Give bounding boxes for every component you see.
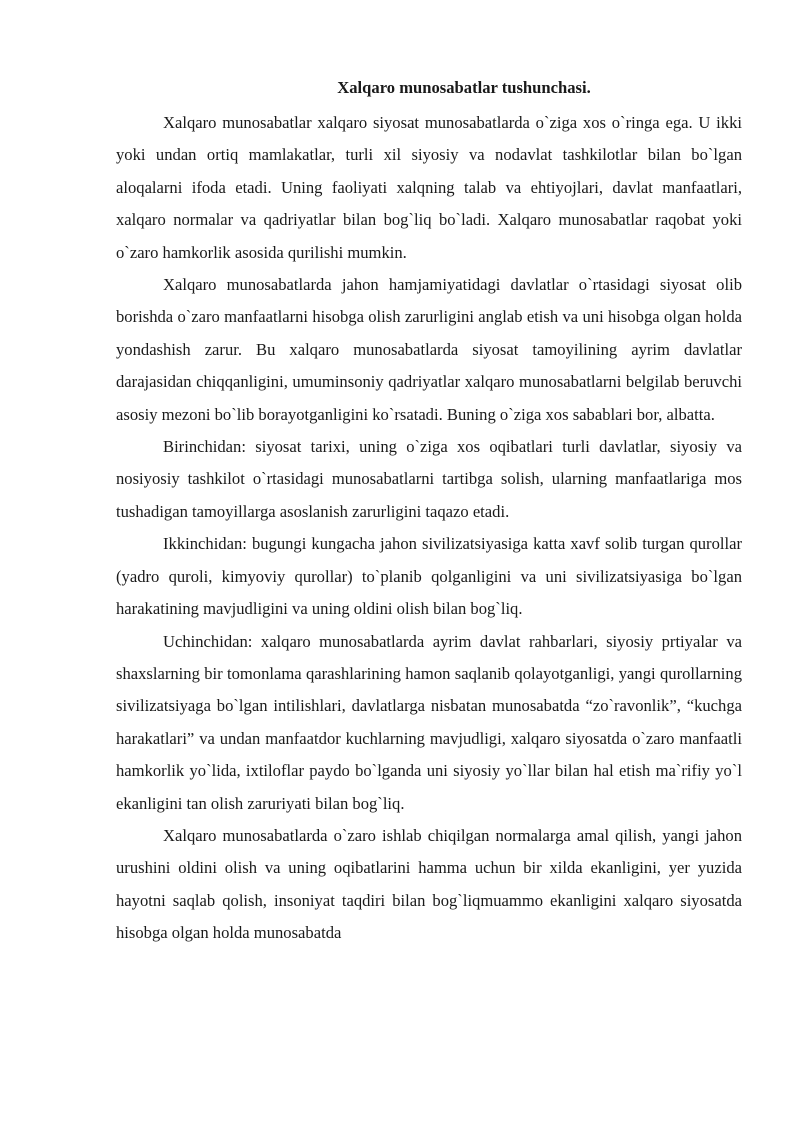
paragraph-norms: Xalqaro munosabatlarda o`zaro ishlab chiqilgan normalarga amal qilish, yangi jahon urushini oldini olish va uning oqibatlarini hamma uchun bir xilda ekanligini, yer yuzida hayotni saqlab qolish, insoniyat taqdiri bilan bog`liqmuammo ekanligini xalqaro siyosatda hisobga olgan holda munosabatda — [116, 825, 742, 943]
paragraph-intro: Xalqaro munosabatlar xalqaro siyosat munosabatlarda o`ziga xos o`ringa ega. U ikki yoki undan ortiq mamlakatlar, turli xil siyosiy va nodavlat tashkilotlar bilan bo`lgan aloqalarni ifoda etadi. Uning faoliyati xalqning talab va ehtiyojlari, davlat manfaatlari, xalqaro normalar va qadriyatlar bilan bog`liq bo`ladi. Xalqaro munosabatlar raqobat yoki o`zaro hamkorlik asosida qurilishi mumkin. — [116, 113, 742, 262]
document-body — [116, 107, 742, 950]
document-title-text: Xalqaro munosabatlar tushunchasi. — [337, 78, 591, 97]
paragraph-first-reason: Birinchidan: siyosat tarixi, uning o`ziga xos oqibatlari turli davlatlar, siyosiy va nosiyosiy tashkilot o`rtasidagi munosabatlarni tartibga solish, ularning manfaatlariga mos tushadigan tamoyillarga asoslanish zarurligini taqazo etadi. — [116, 437, 742, 521]
paragraph-second-reason: Ikkinchidan: bugungi kungacha jahon sivilizatsiyasiga katta xavf solib turgan qurollar (yadro quroli, kimyoviy qurollar) to`planib qolganligini va uni sivilizatsiyasiga bo`lgan harakatining mavjudligini va uning oldini olish bilan bog`liq. — [116, 534, 742, 619]
paragraph-global-community: Xalqaro munosabatlarda jahon hamjamiyatidagi davlatlar o`rtasidagi siyosat olib borishda o`zaro manfaatlarni hisobga olish zarurligini anglab etish va uni hisobga olgan holda yondashish zarur. Bu xalqaro munosabatlarda siyosat tamoyilining ayrim davlatlar darajasidan chiqqanligini, umuminsoniy qadriyatlar xalqaro munosabatlarni belgilab beruvchi asosiy mezoni bo`lib borayotganligini ko`rsatadi. Buning o`ziga xos sabablari bor, albatta. — [116, 275, 742, 424]
document-title — [0, 76, 800, 100]
paragraph-third-reason: Uchinchidan: xalqaro munosabatlarda ayrim davlat rahbarlari, siyosiy prtiyalar va shaxslarning bir tomonlama qarashlarining hamon saqlanib qolayotganligi, yangi qurollarning sivilizatsiyaga bo`lgan intilishlari, davlatlarga nisbatan munosabatda “zo`ravonlik”, “kuchga harakatlari” va undan manfaatdor kuchlarning mavjudligi, xalqaro siyosatda o`zaro manfaatli hamkorlik yo`lida, ixtiloflar paydo bo`lganda uni siyosiy yo`llar bilan hal etish ma`rifiy yo`l ekanligini tan olish zaruriyati bilan bog`liq. — [116, 631, 742, 813]
